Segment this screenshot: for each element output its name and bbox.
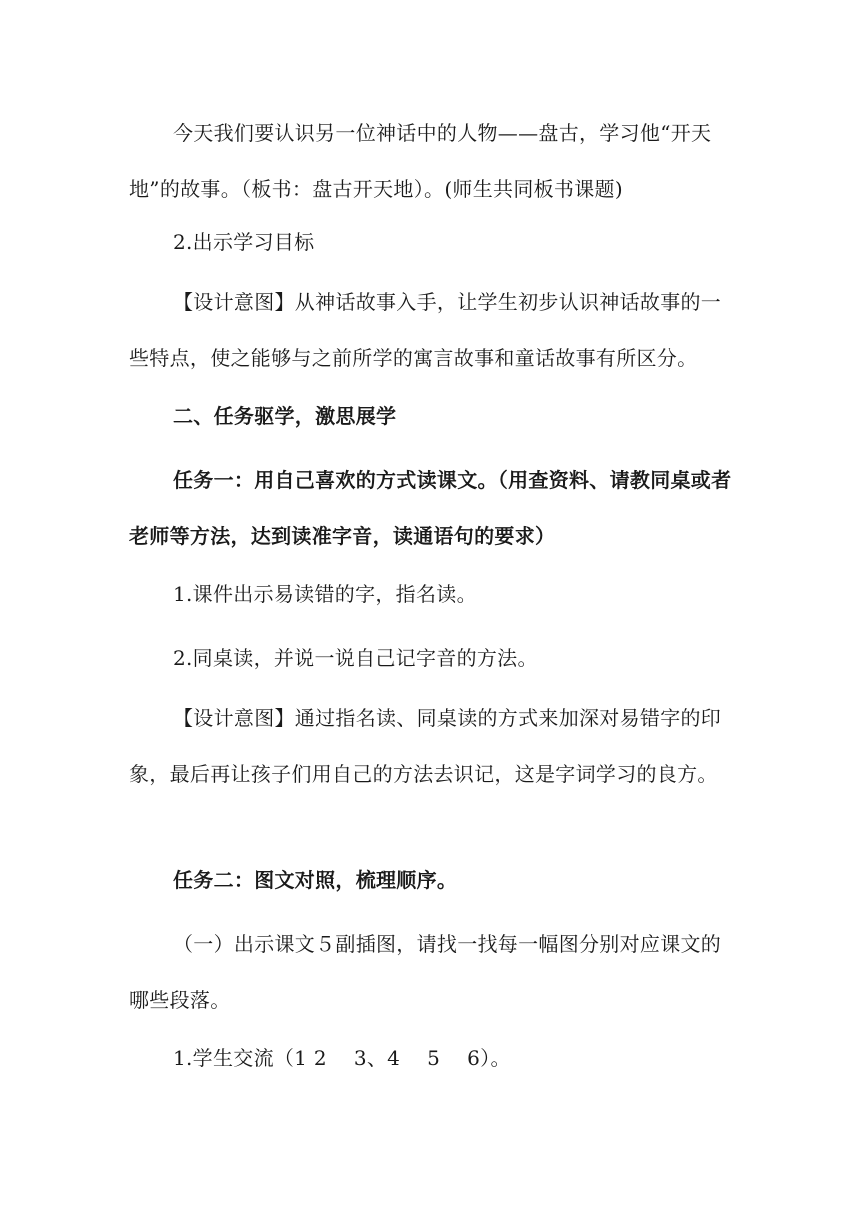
- paragraph-task-one-step-1: 1.课件出示易读错的字，指名读。: [173, 582, 477, 606]
- task-two-heading: 任务二：图文对照，梳理顺序。: [173, 868, 458, 892]
- paragraph-design-intent-1: 【设计意图】从神话故事入手，让学生初步认识神话故事的一些特点，使之能够与之前所学的寓言故事和童话故事有所区分。: [129, 290, 722, 370]
- paragraph-task-one-step-2: 2.同桌读，并说一说自己记字音的方法。: [173, 646, 538, 670]
- section-heading-2: 二、任务驱学，激思展学: [173, 404, 397, 428]
- paragraph-student-exchange: 1.学生交流（1 2 3、4 5 6）。: [173, 1046, 511, 1070]
- paragraph-learning-goals: 2.出示学习目标: [173, 230, 315, 254]
- paragraph-design-intent-2: 【设计意图】通过指名读、同桌读的方式来加深对易错字的印象，最后再让孩子们用自己的方法去识记，这是字词学习的良方。: [129, 706, 722, 786]
- paragraph-intro: 今天我们要认识另一位神话中的人物——盘古，学习他“开天地”的故事。（板书：盘古开天地）。(师生共同板书课题): [129, 121, 712, 201]
- paragraph-illustrations: （一）出示课文５副插图，请找一找每一幅图分别对应课文的哪些段落。: [129, 932, 722, 1012]
- task-one-heading: 任务一：用自己喜欢的方式读课文。（用查资料、请教同桌或者老师等方法，达到读准字音，读通语句的要求）: [129, 468, 732, 548]
